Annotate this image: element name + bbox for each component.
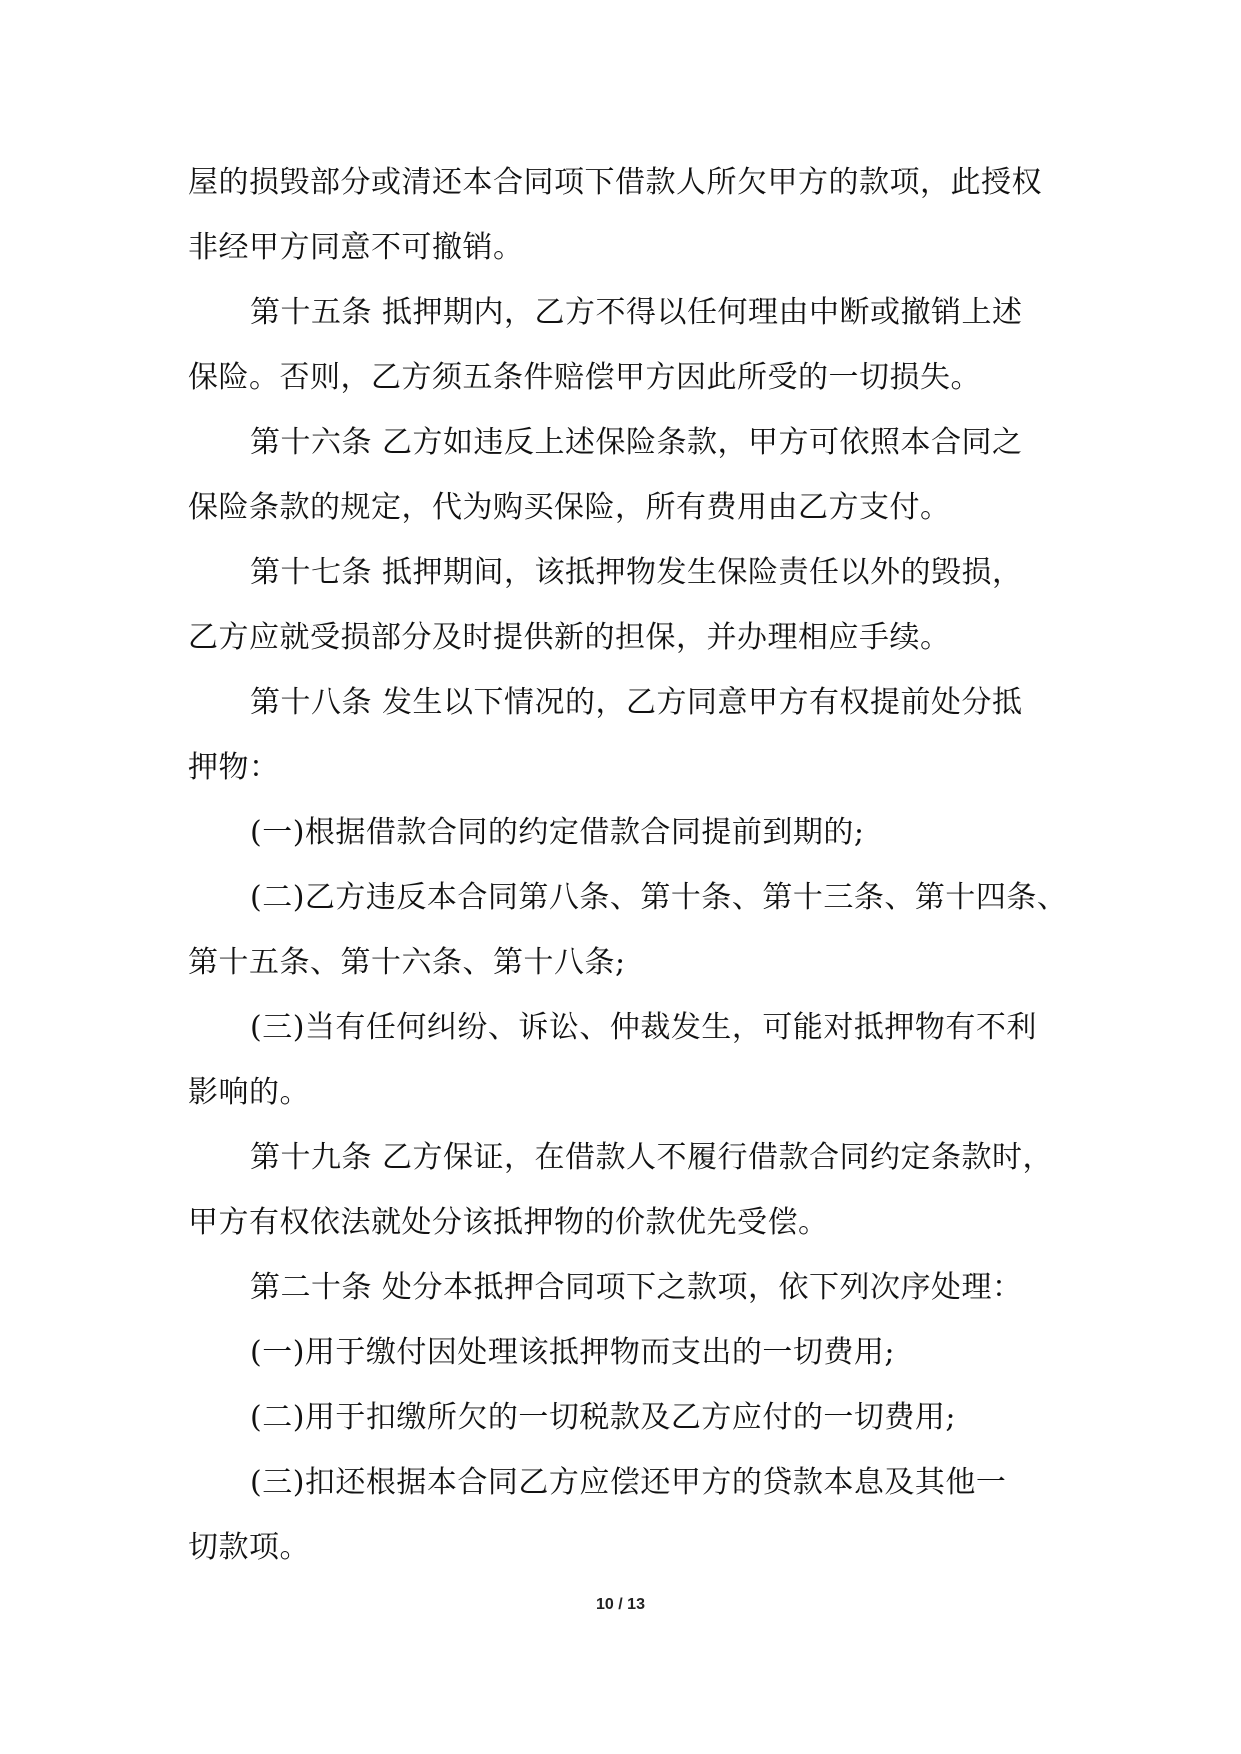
list-item-line: (三)当有任何纠纷、诉讼、仲裁发生，可能对抵押物有不利	[250, 1010, 1037, 1045]
list-item-line: (二)乙方违反本合同第八条、第十条、第十三条、第十四条、	[250, 880, 1068, 915]
article-16-line: 第十六条 乙方如违反上述保险条款，甲方可依照本合同之	[250, 425, 1023, 460]
article-17-line: 第十七条 抵押期间，该抵押物发生保险责任以外的毁损，	[250, 555, 1023, 590]
page-number: 10 / 13	[596, 1596, 645, 1613]
article-19-line: 第十九条 乙方保证，在借款人不履行借款合同约定条款时，	[250, 1140, 1054, 1175]
list-item-line: (一)根据借款合同的约定借款合同提前到期的;	[250, 815, 865, 850]
text-line: 切款项。	[188, 1530, 310, 1565]
text-line: 乙方应就受损部分及时提供新的担保，并办理相应手续。	[188, 620, 951, 655]
text-line: 押物：	[188, 750, 280, 785]
text-line: 屋的损毁部分或清还本合同项下借款人所欠甲方的款项，此授权	[188, 165, 1042, 200]
list-item-line: (一)用于缴付因处理该抵押物而支出的一切费用;	[250, 1335, 896, 1370]
text-line: 影响的。	[188, 1075, 310, 1110]
text-line: 甲方有权依法就处分该抵押物的价款优先受偿。	[188, 1205, 829, 1240]
text-line: 保险条款的规定，代为购买保险，所有费用由乙方支付。	[188, 490, 951, 525]
document-body	[188, 150, 1068, 1580]
text-line: 第十五条、第十六条、第十八条;	[188, 945, 626, 980]
article-15-line: 第十五条 抵押期内，乙方不得以任何理由中断或撤销上述	[250, 295, 1023, 330]
text-line: 非经甲方同意不可撤销。	[188, 230, 524, 265]
text-line: 保险。否则，乙方须五条件赔偿甲方因此所受的一切损失。	[188, 360, 981, 395]
article-18-line: 第十八条 发生以下情况的，乙方同意甲方有权提前处分抵	[250, 685, 1023, 720]
list-item-line: (二)用于扣缴所欠的一切税款及乙方应付的一切费用;	[250, 1400, 957, 1435]
article-20-line: 第二十条 处分本抵押合同项下之款项，依下列次序处理：	[250, 1270, 1023, 1305]
list-item-line: (三)扣还根据本合同乙方应偿还甲方的贷款本息及其他一	[250, 1465, 1007, 1500]
